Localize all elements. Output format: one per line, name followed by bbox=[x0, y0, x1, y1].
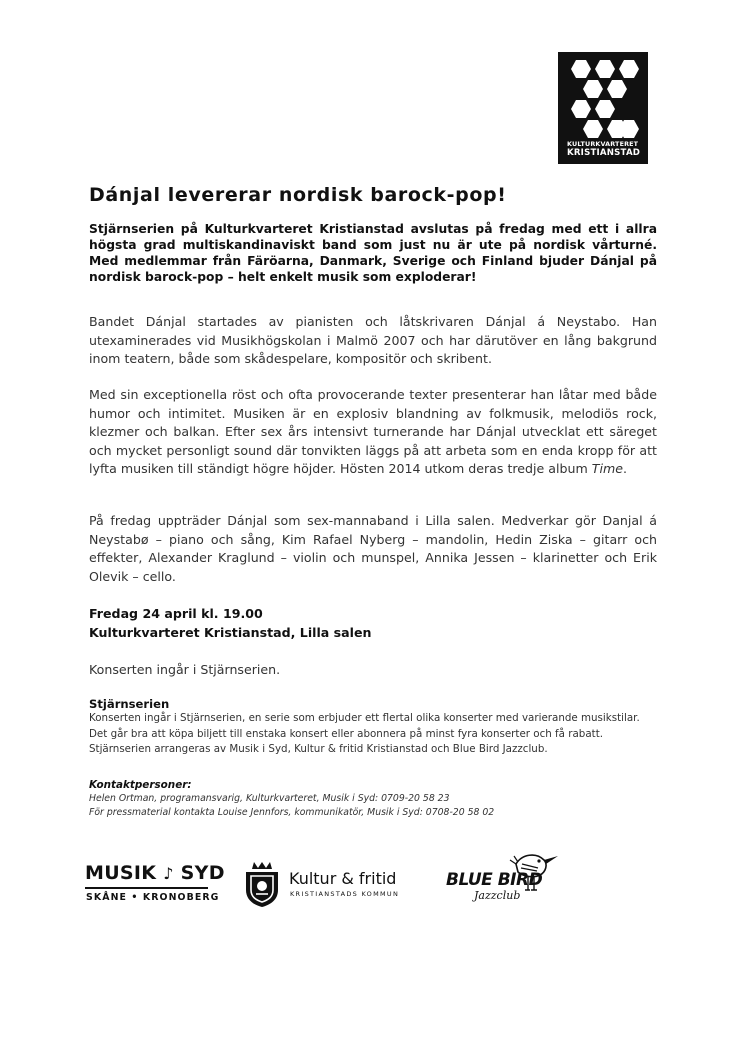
event-venue: Kulturkvarteret Kristianstad, Lilla salen bbox=[89, 625, 372, 640]
contacts-heading: Kontaktpersoner: bbox=[89, 779, 192, 791]
musik-i-syd-wordmark bbox=[85, 862, 225, 884]
album-title: Time bbox=[591, 461, 623, 476]
blue-bird-jazzclub-logo bbox=[446, 850, 566, 902]
paragraph-2-end: . bbox=[623, 461, 628, 476]
musik-i-syd-subtitle: SKÅNE • KRONOBERG bbox=[86, 892, 220, 903]
blue-bird-name: BLUE BIRD bbox=[446, 870, 543, 890]
body-paragraph-1: Bandet Dánjal startades av pianisten och låtskrivaren Dánjal á Neystabo. Han utexaminerades vid Musikhögskolan i Malmö 2007 och har därutöver en lång bakgrund inom teatern, både som skådespelare, kompositör och skribent. bbox=[89, 314, 657, 366]
logo-text-line1: KULTURKVARTERET bbox=[567, 140, 639, 148]
contact-line-2: För pressmaterial kontakta Louise Jennfors, kommunikatör, Musik i Syd: 0708-20 58 02 bbox=[89, 807, 495, 818]
coat-of-arms-icon bbox=[242, 860, 282, 908]
event-date: Fredag 24 april kl. 19.00 bbox=[89, 606, 263, 621]
kultur-fritid-subtitle: KRISTIANSTADS KOMMUN bbox=[290, 890, 400, 898]
paragraph-2-text: Med sin exceptionella röst och ofta provocerande texter presenterar han låtar med både humor och intimitet. Musiken är en explosiv blandning av folkmusik, melodiös rock, klezmer och balkan. Efter sex års intensivt turnerande har Dánjal utvecklat ett säreget och mycket personligt sound där tonvikten läggs på att arbeta som en enda kropp för att lyfta musiken till ständigt högre höjder. Hösten 2014 utkom deras tredje album bbox=[89, 387, 657, 476]
series-heading: Stjärnserien bbox=[89, 697, 170, 711]
page-title: Dánjal levererar nordisk barock-pop! bbox=[89, 184, 507, 206]
contact-line-1: Helen Ortman, programansvarig, Kulturkvarteret, Musik i Syd: 0709-20 58 23 bbox=[89, 793, 450, 804]
logo-text-line2: KRISTIANSTAD bbox=[567, 148, 641, 158]
music-note-icon: ♪ bbox=[163, 864, 174, 883]
musik-i-syd-logo bbox=[85, 862, 225, 908]
body-paragraph-2 bbox=[89, 386, 657, 479]
series-note: Konserten ingår i Stjärnserien. bbox=[89, 662, 281, 677]
kultur-fritid-logo bbox=[242, 860, 422, 910]
body-paragraph-3: På fredag uppträder Dánjal som sex-mannaband i Lilla salen. Medverkar gör Danjal á Neystabø – piano och sång, Kim Rafael Nyberg – mandolin, Hedin Ziska – gitarr och effekter, Alexander Kraglund – violin och munspel, Annika Jessen – klarinetter och Erik Olevik – cello. bbox=[89, 513, 657, 584]
logo-divider bbox=[85, 887, 208, 889]
jazzclub-subtitle: Jazzclub bbox=[474, 889, 521, 902]
hexagon-cluster-icon bbox=[566, 60, 640, 138]
syd-word: SYD bbox=[180, 862, 225, 884]
series-description: Konserten ingår i Stjärnserien, en serie som erbjuder ett flertal olika konserter med varierande musikstilar. Det går bra att köpa biljett till enstaka konsert eller abonnera på minst fyra konserter och få rabatt. Stjärnserien arrangeras av Musik i Syd, Kultur & fritid Kristianstad och Blue Bird Jazzclub. bbox=[89, 712, 640, 755]
musik-word: MUSIK bbox=[85, 862, 157, 884]
kultur-fritid-name: Kultur & fritid bbox=[289, 869, 397, 888]
lead-paragraph: Stjärnserien på Kulturkvarteret Kristianstad avslutas på fredag med ett i allra högsta grad multiskandinaviskt band som just nu är ute på nordisk vårturné. Med medlemmar från Färöarna, Danmark, Sverige och Finland bjuder Dánjal på nordisk barock-pop – helt enkelt musik som exploderar! bbox=[89, 222, 657, 284]
kulturkvarteret-logo bbox=[558, 52, 648, 164]
event-info bbox=[89, 604, 657, 642]
